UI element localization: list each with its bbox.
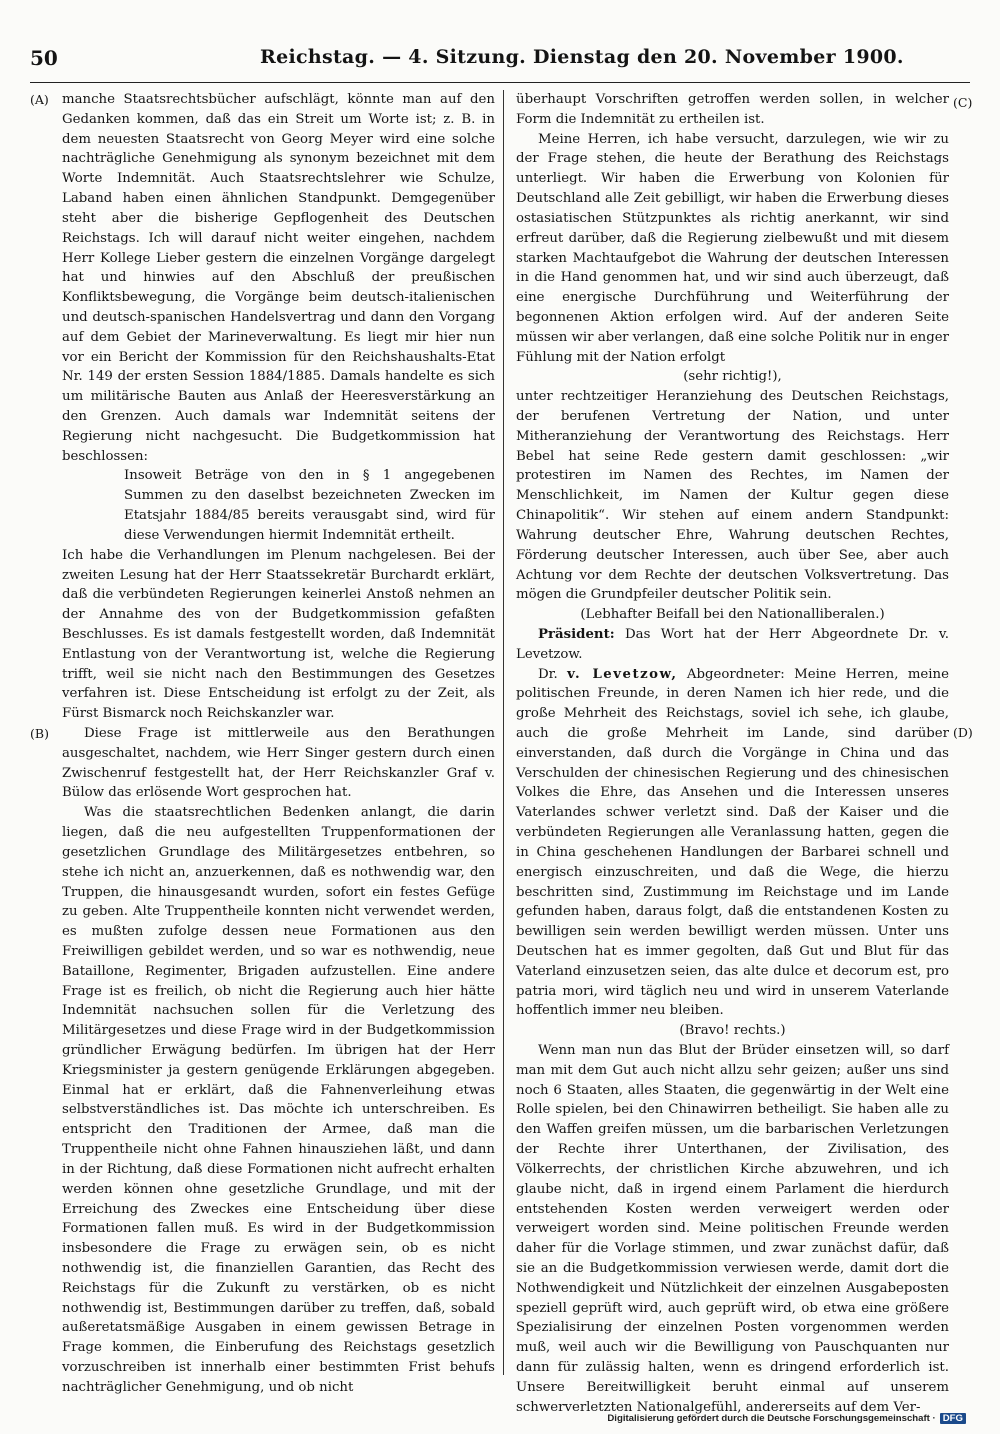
speaker-label: Präsident: [538, 626, 615, 642]
speaker-prefix: Dr. [538, 666, 568, 682]
right-column [516, 90, 949, 1417]
paragraph: Was die staatsrechtlichen Bedenken anlangt, die darin liegen, daß die neu aufgestellten Truppenformationen der gesetzlichen Grundlage des Militärgesetzes entbehren, so stehe ich nicht an, anzuerkennen, daß es nothwendig war, den Truppen, die hinausgesandt wurden, sofort ein festes Gefüge zu geben. Alte Truppentheile konnten nicht verwendet werden, es mußten zufolge dessen neue Formationen aus den Freiwilligen gebildet werden, und so war es nothwendig, neue Bataillone, Regimenter, Brigaden aufzustellen. Eine andere Frage ist es freilich, ob nicht die Regierung auch hier hätte Indemnität nachsuchen sollen für die Verletzung des Militärgesetzes und diese Frage wird in der Budgetkommission gründlicher Erwägung bedürfen. Im übrigen hat der Herr Kriegsminister ja gestern genügende Erklärungen abgegeben. Einmal hat er erklärt, daß die Fahnenverleihung etwas selbstverständliches ist. Das möchte ich unterschreiben. Es entspricht den Traditionen der Armee, daß man die Truppentheile nicht ohne Fahnen hinausziehen läßt, und dann in der Richtung, daß diese Formationen nicht aufrecht erhalten werden können ohne gesetzliche Grundlage, und mit der Erreichung des Zweckes eine Entscheidung über diese Formationen fallen muß. Es wird in der Budgetkommission insbesondere die Frage zu erwägen sein, ob es nicht nothwendig ist, die finanziellen Garantien, das Recht des Reichstags für die Zukunft zu verstärken, ob es nicht nothwendig ist, Bestimmungen darüber zu treffen, daß, sobald außeretatsmäßige Ausgaben in einem gewissen Betrage in Frage kommen, die Einberufung des Reichstags gesetzlich vorzuschreiben ist innerhalb einer bestimmten Frist behufs nachträglicher Genehmigung, und ob nicht [62, 805, 495, 1395]
paragraph: Diese Frage ist mittlerweile aus den Berathungen ausgeschaltet, nachdem, wie Herr Singer gestern durch einen Zwischenruf festgestellt hat, der Herr Reichskanzler Graf v. Bülow das erlösende Wort gesprochen hat. [62, 726, 495, 801]
paragraph: Ich habe die Verhandlungen im Plenum nachgelesen. Bei der zweiten Lesung hat der Herr Staatssekretär Burchardt erklärt, daß die verbündeten Regierungen keinerlei Anstoß nehmen an der Annahme des von der Budgetkommission gefaßten Beschlusses. Es ist damals festgestellt worden, daß Indemnität Entlastung von der Verantwortung ist, welche die Regierung trifft, weil sie nicht nach den Bestimmungen des Gesetzes verfahren ist. Diese Entscheidung ist erfolgt zu der Zeit, als Fürst Bismarck noch Reichskanzler war. [62, 547, 495, 722]
credit-text: Digitalisierung gefördert durch die Deutsche Forschungsgemeinschaft · [607, 1413, 936, 1424]
margin-marker-b: (B) [30, 726, 49, 741]
margin-marker-c: (C) [953, 95, 973, 110]
page-number: 50 [30, 46, 58, 70]
quoted-resolution: Insoweit Beträge von den in § 1 angegebenen Summen zu den daselbst bezeichneten Zwecken im Etatsjahr 1884/85 bereits verausgabt sind, wird für diese Verwendungen hiermit Indemnität ertheilt. [124, 468, 495, 543]
paragraph-text: Abgeordneter: Meine Herren, meine politischen Freunde, in deren Namen ich hier rede, und die große Mehrheit des Reichstags, soviel ich sehe, ich glaube, auch die große Mehrheit im Lande, sind darüber einverstanden, daß durch die Vorgänge in China und das Verschulden der chinesischen Regierung und des chinesischen Volkes die Ehre, das Ansehen und die Interessen unseres Vaterlandes schwer verletzt sind. Daß der Kaiser und die verbündeten Regierungen alle Veranlassung hatten, gegen die in China geschehenen Handlungen der Barbarei schnell und energisch einzuschreiten, und daß die Wege, die hierzu beschritten sind, Zustimmung im Reichstage und im Lande gefunden haben, daraus folgt, daß die entstandenen Kosten zu bewilligen sein werden bewilligt werden müssen. Unter uns Deutschen hat es immer gegolten, daß Gut und Blut für das Vaterland einzusetzen seien, das alte dulce et decorum est, pro patria mori, wird täglich neu und wird in unserem Vaterlande hoffentlich immer neu bleiben. [516, 666, 949, 1019]
column-divider [503, 90, 504, 1375]
paragraph: unter rechtzeitiger Heranziehung des Deutschen Reichstags, der berufenen Vertretung der Nation, und unter Mitheranziehung der Verantwortung des Reichstags. Herr Bebel hat seine Rede gestern damit geschlossen: „wir protestiren im Namen des Rechtes, im Namen der Menschlichkeit, im Namen der Kultur gegen diese Chinapolitik“. Wir stehen auf einem andern Standpunkt: Wahrung deutscher Ehre, Wahrung deutschen Rechtes, Förderung deutscher Interessen, auch über See, aber auch Achtung vor dem Rechte der deutschen Volksvertretung. Das mögen die Grundpfeiler deutscher Politik sein. [516, 389, 949, 603]
paragraph: Meine Herren, ich habe versucht, darzulegen, wie wir zu der Frage stehen, die heute der Berathung des Reichstags unterliegt. Wir haben die Erwerbung von Kolonien für Deutschland alle Zeit gebilligt, wir haben die Erwerbung dieses ostasiatischen Stützpunktes als richtig anerkannt, wir sind erfreut darüber, daß die Regierung zielbewußt und mit diesem starken Machtaufgebot die Wahrung der deutschen Interessen in die Hand genommen hat, und wir sind auch überzeugt, daß eine energische Durchführung und Weiterführung der begonnenen Aktion erfolgen wird. Auf der anderen Seite müssen wir aber verlangen, daß eine solche Politik nur in enger Fühlung mit der Nation erfolgt [516, 131, 949, 365]
interjection: (Lebhafter Beifall bei den Nationalliberalen.) [580, 607, 885, 623]
interjection: (sehr richtig!), [683, 369, 782, 385]
president-paragraph [516, 625, 949, 665]
left-column [62, 90, 495, 1398]
speaker-name: v. Levetzow, [567, 666, 678, 682]
paragraph: manche Staatsrechtsbücher aufschlägt, könnte man auf den Gedanken kommen, daß das ein Streit um Worte ist; z. B. in dem neuesten Staatsrecht von Georg Meyer wird eine solche nachträgliche Genehmigung als synonym bezeichnet mit dem Worte Indemnität. Auch Staatsrechtslehrer wie Schulze, Laband haben einen ähnlichen Standpunkt. Demgegenüber steht aber die bisherige Gepflogenheit des Deutschen Reichstags. Ich will darauf nicht weiter eingehen, nachdem Herr Kollege Lieber gestern die einzelnen Vorgänge dargelegt hat und hinwies auf den Abschluß der preußischen Konfliktsbewegung, die Vorgänge beim deutsch-italienischen und deutsch-spanischen Handelsvertrag und dann den Vorgang auf dem Gebiet der Marineverwaltung. Es liegt mir hier nun vor ein Bericht der Kommission für den Reichshaushalts-Etat Nr. 149 der ersten Session 1884/1885. Damals handelte es sich um militärische Bauten aus Anlaß der Heeresverstärkung an den Grenzen. Auch damals war Indemnität seitens der Regierung nicht nachgesucht. Die Budgetkommission hat beschlossen: [62, 92, 495, 464]
margin-marker-a: (A) [30, 92, 49, 107]
speaker-paragraph [516, 665, 949, 1022]
paragraph: Wenn man nun das Blut der Brüder einsetzen will, so darf man mit dem Gut auch nicht allzu sehr geizen; außer uns sind noch 6 Staaten, alles Staaten, die gegenwärtig in der Welt eine Rolle spielen, bei den Chinawirren betheiligt. Sie haben alle zu den Waffen greifen müssen, um die barbarischen Verletzungen der Rechte ihrer Unterthanen, der Zivilisation, des Völkerrechts, der christlichen Kirche abzuwehren, und ich glaube nicht, daß in irgend einem Parlament die hierdurch entstehenden Kosten werden verweigert werden oder verweigert worden sind. Meine politischen Freunde werden daher für die Vorlage stimmen, und zwar zunächst dafür, daß sie an die Budgetkommission verwiesen werde, damit dort die Nothwendigkeit und Nützlichkeit der einzelnen Ausgabeposten speziell geprüft wird, auch geprüft wird, ob etwa eine größere Spezialisirung der einzelnen Posten vorgenommen werden muß, weil auch wir die Bewilligung von Pauschquanten nur dann für zulässig halten, wenn es dringend erforderlich ist. Unsere Bereitwilligkeit beruht einmal auf unserem schwerverletzten Nationalgefühl, andererseits auf dem Ver- [516, 1043, 949, 1415]
digitization-credit [607, 1413, 966, 1424]
dfg-logo: DFG [940, 1413, 966, 1424]
running-title: Reichstag. — 4. Sitzung. Dienstag den 20. November 1900. [260, 46, 904, 68]
page-header [30, 42, 970, 72]
paragraph-text: Das Wort hat der Herr Abgeordnete Dr. v. Levetzow. [516, 626, 949, 662]
paragraph: überhaupt Vorschriften getroffen werden sollen, in welcher Form die Indemnität zu ertheilen ist. [516, 92, 949, 127]
header-rule [30, 82, 970, 83]
margin-marker-d: (D) [953, 725, 973, 740]
interjection: (Bravo! rechts.) [679, 1023, 786, 1039]
